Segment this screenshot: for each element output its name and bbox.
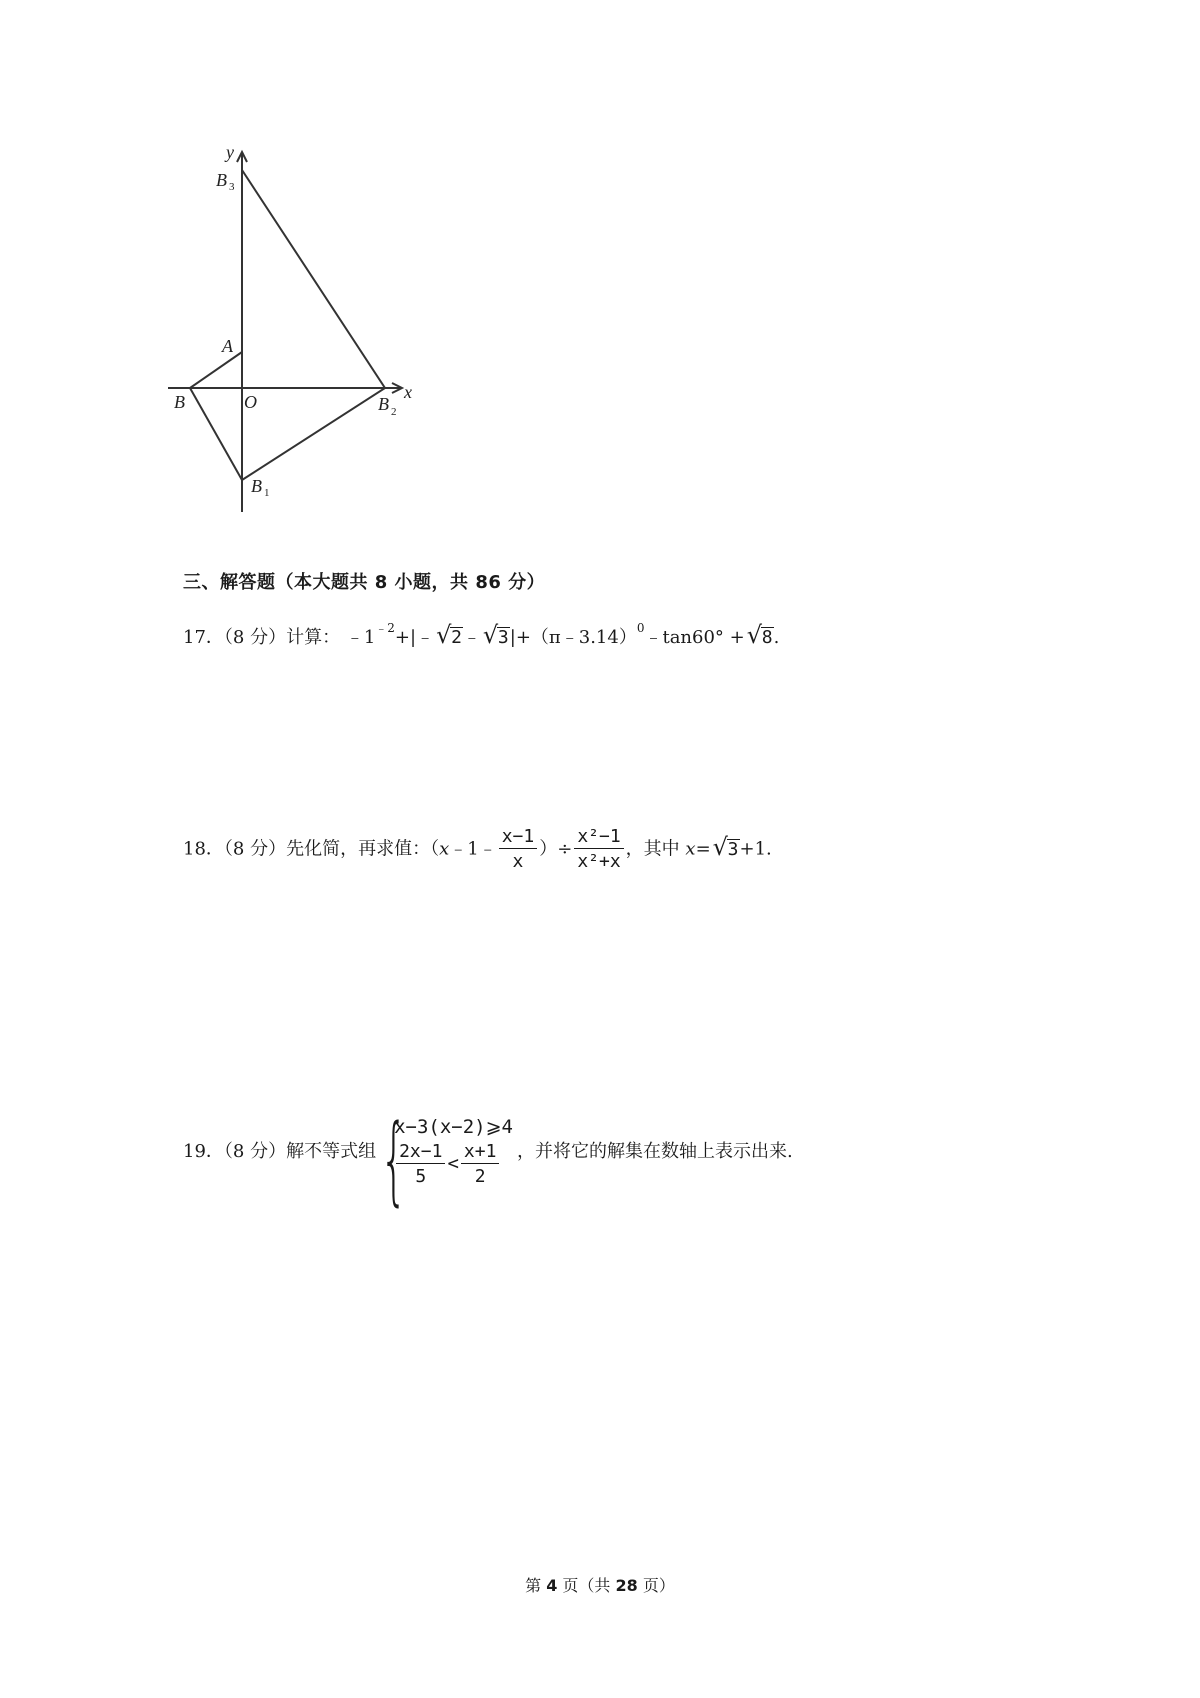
section-heading: 三、解答题（本大题共 8 小题，共 86 分） xyxy=(183,572,546,593)
footer-total-pages: 28 xyxy=(615,1576,638,1595)
q19-fraction-2-denominator: 2 xyxy=(474,1166,486,1187)
label-B2-sub: 2 xyxy=(391,406,397,418)
q18-number: 18． xyxy=(183,838,224,860)
q19-score: （8 分） xyxy=(223,1141,287,1162)
q17-term1-exp: ﹣2 xyxy=(375,621,395,635)
label-x: x xyxy=(404,382,412,402)
q19-fraction-2 xyxy=(461,1143,500,1186)
label-B3: B xyxy=(216,170,227,190)
q18-fraction-2-denominator: x²+x xyxy=(577,851,621,872)
q19-fraction-1-denominator: 5 xyxy=(415,1166,427,1187)
q19-less-than: < xyxy=(447,1152,459,1175)
left-brace-icon: { xyxy=(380,1104,408,1216)
q18-fraction-1-numerator: x−1 xyxy=(499,828,538,849)
q18-term1: ﹣1﹣ xyxy=(449,838,497,860)
q18-score: （8 分） xyxy=(223,838,287,860)
q18-fraction-2-numerator: x²−1 xyxy=(574,828,623,849)
q18-term4: = xyxy=(695,838,711,860)
q17-sqrt8-radicand: 8 xyxy=(761,627,773,648)
figure-svg xyxy=(160,140,440,540)
q17-sqrt8: √ 8 xyxy=(746,621,773,649)
footer-mid: 页（共 xyxy=(557,1576,616,1595)
q17-score: （8 分） xyxy=(223,627,287,648)
coordinate-figure xyxy=(160,140,440,540)
q17-sqrt3-radicand: 3 xyxy=(497,627,509,648)
q17-term6: . xyxy=(773,627,780,648)
q18-term3: ，其中 xyxy=(625,838,686,860)
q17-sqrt2: √ 2 xyxy=(436,621,462,649)
label-O: O xyxy=(244,392,257,412)
q17-sqrt3: √ 3 xyxy=(482,621,509,649)
q17-number: 17． xyxy=(183,627,224,648)
label-B1: B xyxy=(251,476,262,496)
q17-term5: ﹣tan60° + xyxy=(644,627,745,648)
q17-term4-exp: 0 xyxy=(636,621,645,635)
q19-fraction-1-numerator: 2x−1 xyxy=(396,1143,445,1164)
q18-var-x: x xyxy=(439,838,450,860)
q19-inequality-system xyxy=(380,1104,513,1216)
label-B1-sub: 1 xyxy=(264,487,270,499)
question-18 xyxy=(183,828,772,871)
q17-prompt: 计算： xyxy=(286,627,341,648)
question-19 xyxy=(183,1104,793,1216)
q19-number: 19． xyxy=(183,1141,224,1162)
q17-sqrt2-radicand: 2 xyxy=(451,627,462,648)
label-B: B xyxy=(174,392,185,412)
q19-fraction-2-numerator: x+1 xyxy=(461,1143,500,1164)
segment-A-B xyxy=(190,352,242,388)
segment-B1-B2 xyxy=(242,388,385,480)
q18-term2: ）÷ xyxy=(539,838,573,860)
q17-term3: ﹣ xyxy=(462,627,481,648)
q18-sqrt3-radicand: 3 xyxy=(727,838,739,860)
label-B3-sub: 3 xyxy=(229,181,235,193)
segment-B-B1 xyxy=(190,388,242,480)
label-A: A xyxy=(222,336,233,356)
label-y: y xyxy=(226,142,234,162)
q18-prompt: 先化简，再求值：（ xyxy=(286,838,440,860)
q19-inequality-1: x−3(x−2)⩾4 xyxy=(394,1116,513,1138)
q18-var-x-2: x xyxy=(685,838,696,860)
q18-term5: +1. xyxy=(739,838,772,860)
q19-tail: ，并将它的解集在数轴上表示出来. xyxy=(516,1141,793,1162)
footer-page-number: 4 xyxy=(546,1576,558,1595)
q19-prompt: 解不等式组 xyxy=(286,1141,377,1162)
segment-B2-B3 xyxy=(242,170,385,388)
q18-fraction-2 xyxy=(574,828,623,871)
q17-term4: |+（π﹣3.14） xyxy=(509,627,637,648)
footer-pre: 第 xyxy=(525,1576,547,1595)
q18-sqrt3: √ 3 xyxy=(712,832,739,861)
q17-term2: +|﹣ xyxy=(394,627,435,648)
page-footer xyxy=(0,1573,1200,1596)
q18-fraction-1 xyxy=(499,828,538,871)
label-B2: B xyxy=(378,394,389,414)
q18-fraction-1-denominator: x xyxy=(512,851,524,872)
q19-inequality-2 xyxy=(394,1143,513,1186)
footer-post: 页） xyxy=(637,1576,675,1595)
question-17 xyxy=(183,622,779,647)
q17-term1: ﹣1 xyxy=(345,627,376,648)
